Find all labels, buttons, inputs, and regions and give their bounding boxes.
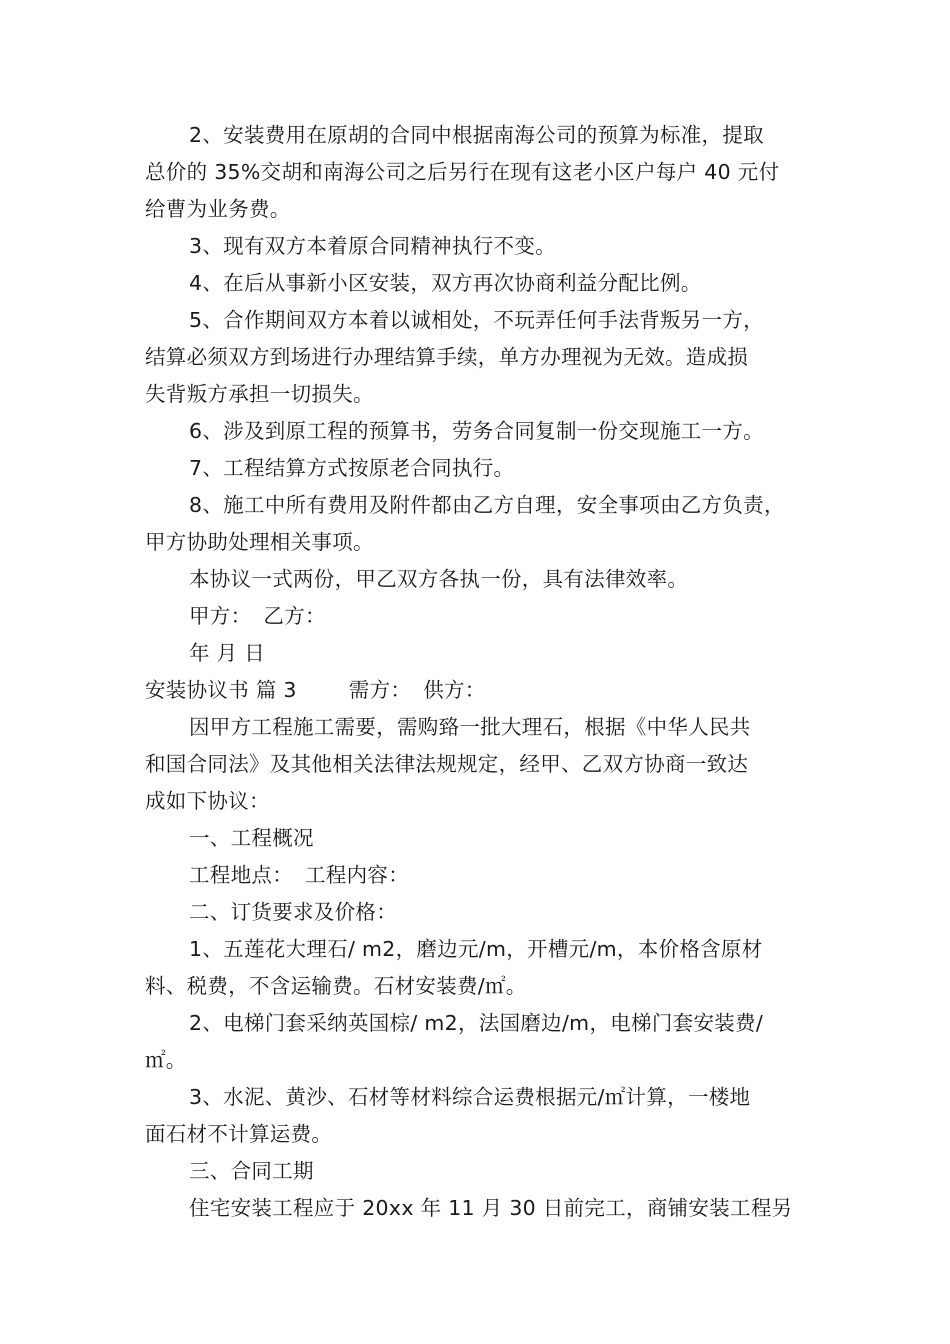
- document-body: [145, 117, 810, 1227]
- paragraph-line: 料、税费，不含运输费。石材安装费/㎡。: [145, 974, 527, 998]
- paragraph-line: 失背叛方承担一切损失。: [145, 382, 374, 406]
- project-location-label: 工程地点：: [189, 863, 293, 887]
- paragraph-line: 3、水泥、黄沙、石材等材料综合运费根据元/㎡计算，一楼地: [189, 1085, 751, 1109]
- paragraph-line: 和国合同法》及其他相关法律法规规定，经甲、乙双方协商一致达: [145, 752, 749, 776]
- paragraph-line: 7、工程结算方式按原老合同执行。: [189, 456, 515, 480]
- paragraph-line: 三、合同工期: [189, 1159, 314, 1183]
- project-content-label: 工程内容：: [305, 863, 409, 887]
- paragraph-line: 总价的 35%交胡和南海公司之后另行在现有这老小区户每户 40 元付: [145, 160, 780, 184]
- paragraph-line: 2、安装费用在原胡的合同中根据南海公司的预算为标准，提取: [189, 123, 764, 147]
- paragraph-line: 3、现有双方本着原合同精神执行不变。: [189, 234, 556, 258]
- paragraph-line: 面石材不计算运费。: [145, 1122, 333, 1146]
- party-b-label: 乙方：: [263, 604, 326, 628]
- project-info-line: [145, 857, 810, 894]
- paragraph-line: 给曹为业务费。: [145, 197, 291, 221]
- paragraph-line: 成如下协议：: [145, 789, 270, 813]
- paragraph-line: 住宅安装工程应于 20xx 年 11 月 30 日前完工，商铺安装工程另: [189, 1196, 793, 1220]
- paragraph-line: 因甲方工程施工需要，需购臵一批大理石，根据《中华人民共: [189, 715, 751, 739]
- paragraph-line: 4、在后从事新小区安装，双方再次协商利益分配比例。: [189, 271, 702, 295]
- paragraph-line: 结算必须双方到场进行办理结算手续，单方办理视为无效。造成损: [145, 345, 749, 369]
- paragraph-line: 2、电梯门套采纳英国棕/ m2，法国磨边/m，电梯门套安装费/: [189, 1011, 764, 1035]
- signature-line: [145, 598, 810, 635]
- paragraph-line: ㎡。: [145, 1048, 187, 1072]
- paragraph-line: 6、涉及到原工程的预算书，劳务合同复制一份交现施工一方。: [189, 419, 764, 443]
- section-title: 安装协议书 篇 3: [145, 678, 297, 702]
- party-a-label: 甲方：: [189, 604, 252, 628]
- paragraph-line: 甲方协助处理相关事项。: [145, 530, 374, 554]
- paragraph-line: 一、工程概况: [189, 826, 314, 850]
- paragraph-line: 本协议一式两份，甲乙双方各执一份，具有法律效率。: [189, 567, 689, 591]
- paragraph-line: 1、五莲花大理石/ m2，磨边元/m，开槽元/m，本价格含原材: [189, 937, 763, 961]
- supplier-label: 供方：: [423, 678, 486, 702]
- paragraph-line: 5、合作期间双方本着以诚相处，不玩弄任何手法背叛另一方，: [189, 308, 764, 332]
- section-heading: [145, 672, 810, 709]
- buyer-label: 需方：: [348, 678, 412, 702]
- date-line: 年 月 日: [189, 641, 266, 665]
- paragraph-line: 8、施工中所有费用及附件都由乙方自理，安全事项由乙方负责，: [189, 493, 785, 517]
- paragraph-line: 二、订货要求及价格：: [189, 900, 397, 924]
